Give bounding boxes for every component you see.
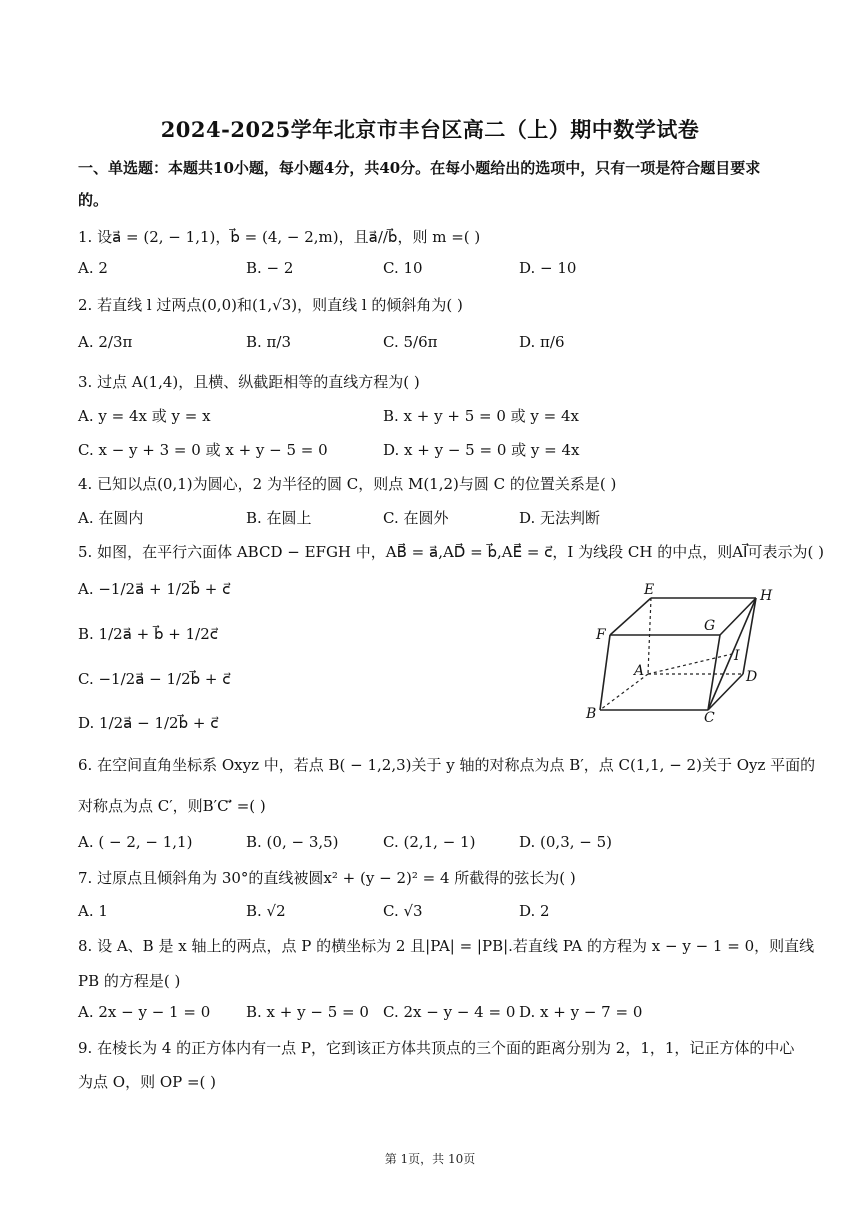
question-3-stem: 3. 过点 A(1,4)，且横、纵截距相等的直线方程为( ) xyxy=(78,373,420,391)
q1-option-b: B. − 2 xyxy=(246,259,294,277)
edge-FE xyxy=(610,598,651,635)
q1-option-a: A. 2 xyxy=(78,259,108,277)
question-6-stem-line1: 6. 在空间直角坐标系 Oxyz 中，若点 B( − 1,2,3)关于 y 轴的对称点为点 B′，点 C(1,1, − 2)关于 Oyz 平面的 xyxy=(78,756,816,774)
q3-option-c: C. x − y + 3 = 0 或 x + y − 5 = 0 xyxy=(78,441,328,459)
q5-option-d: D. 1/2a⃗ − 1/2b⃗ + c⃗ xyxy=(78,714,219,732)
q4-option-a: A. 在圆内 xyxy=(78,509,144,527)
q8-option-c: C. 2x − y − 4 = 0 xyxy=(383,1003,516,1021)
question-8-stem-line2: PB 的方程是( ) xyxy=(78,972,181,990)
q8-option-d: D. x + y − 7 = 0 xyxy=(519,1003,643,1021)
label-I: I xyxy=(734,648,740,664)
q3-option-b: B. x + y + 5 = 0 或 y = 4x xyxy=(383,407,580,425)
parallelepiped-figure xyxy=(578,578,790,732)
q2-option-c: C. 5/6π xyxy=(383,333,438,351)
page-title: 2024-2025学年北京市丰台区高二（上）期中数学试卷 xyxy=(160,117,700,142)
q5-option-c: C. −1/2a⃗ − 1/2b⃗ + c⃗ xyxy=(78,670,231,688)
label-H: H xyxy=(760,588,773,604)
q1-option-c: C. 10 xyxy=(383,259,423,277)
label-F: F xyxy=(596,627,606,643)
page-footer: 第 1页，共 10页 xyxy=(384,1152,476,1166)
q3-option-d: D. x + y − 5 = 0 或 y = 4x xyxy=(383,441,580,459)
q8-option-b: B. x + y − 5 = 0 xyxy=(246,1003,369,1021)
edge-EA xyxy=(648,598,651,674)
label-A: A xyxy=(634,663,645,679)
q1-option-d: D. − 10 xyxy=(519,259,577,277)
q6-option-c: C. (2,1, − 1) xyxy=(383,833,476,851)
q3-option-a: A. y = 4x 或 y = x xyxy=(78,407,211,425)
q2-option-b: B. π/3 xyxy=(246,333,292,351)
edge-BF xyxy=(600,635,610,710)
q7-option-c: C. √3 xyxy=(383,902,423,920)
label-E: E xyxy=(644,582,655,598)
edge-AB xyxy=(600,674,648,710)
q7-option-b: B. √2 xyxy=(246,902,286,920)
question-1-stem: 1. 设a⃗ = (2, − 1,1)，b⃗ = (4, − 2,m)，且a⃗//b⃗，则 m =( ) xyxy=(78,228,481,246)
parallelepiped-diagram xyxy=(578,578,790,728)
question-9-stem-line1: 9. 在棱长为 4 的正方体内有一点 P，它到该正方体共顶点的三个面的距离分别为 2，1，1，记正方体的中心 xyxy=(78,1039,795,1057)
q2-option-a: A. 2/3π xyxy=(78,333,133,351)
q6-option-b: B. (0, − 3,5) xyxy=(246,833,339,851)
segment-AI xyxy=(648,654,732,674)
label-G: G xyxy=(704,618,716,634)
q5-option-a: A. −1/2a⃗ + 1/2b⃗ + c⃗ xyxy=(78,580,231,598)
q7-option-d: D. 2 xyxy=(519,902,550,920)
q7-option-a: A. 1 xyxy=(78,902,108,920)
q5-option-b: B. 1/2a⃗ + b⃗ + 1/2c⃗ xyxy=(78,625,219,643)
q2-option-d: D. π/6 xyxy=(519,333,565,351)
question-4-stem: 4. 已知以点(0,1)为圆心，2 为半径的圆 C，则点 M(1,2)与圆 C 的位置关系是( ) xyxy=(78,475,617,493)
question-8-stem-line1: 8. 设 A、B 是 x 轴上的两点，点 P 的横坐标为 2 且|PA| = |PB|.若直线 PA 的方程为 x − y − 1 = 0，则直线 xyxy=(78,937,815,955)
section-header: 一、单选题：本题共10小题，每小题4分，共40分。在每小题给出的选项中，只有一项是符合题目要求的。 xyxy=(78,159,761,209)
q4-option-d: D. 无法判断 xyxy=(519,509,601,527)
question-7-stem: 7. 过原点且倾斜角为 30°的直线被圆x² + (y − 2)² = 4 所截得的弦长为( ) xyxy=(78,869,576,887)
q6-option-d: D. (0,3, − 5) xyxy=(519,833,613,851)
label-D: D xyxy=(746,669,758,685)
q4-option-b: B. 在圆上 xyxy=(246,509,312,527)
label-C: C xyxy=(704,710,715,726)
question-5-stem: 5. 如图，在平行六面体 ABCD − EFGH 中，AB⃗ = a⃗,AD⃗ = b⃗,AE⃗ = c⃗，I 为线段 CH 的中点，则AI⃗可表示为( ) xyxy=(78,543,824,561)
label-B: B xyxy=(586,706,597,722)
q4-option-c: C. 在圆外 xyxy=(383,509,449,527)
question-6-stem-line2: 对称点为点 C′，则B′C′⃗ =( ) xyxy=(78,797,266,815)
q6-option-a: A. ( − 2, − 1,1) xyxy=(78,833,193,851)
question-2-stem: 2. 若直线 l 过两点(0,0)和(1,√3)，则直线 l 的倾斜角为( ) xyxy=(78,296,463,314)
q8-option-a: A. 2x − y − 1 = 0 xyxy=(78,1003,211,1021)
question-9-stem-line2: 为点 O，则 OP =( ) xyxy=(78,1073,217,1091)
